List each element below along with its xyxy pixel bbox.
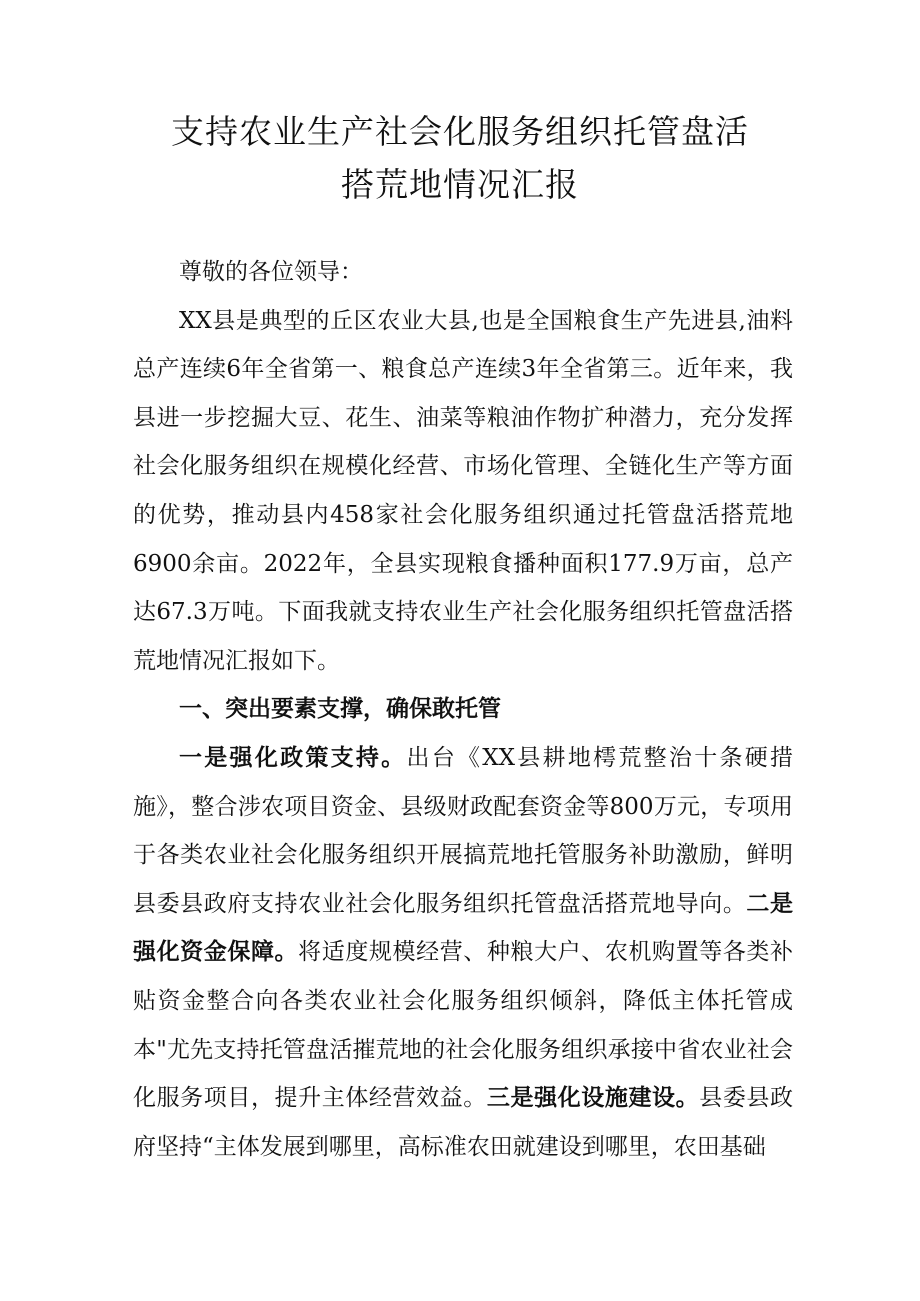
policy-support-text: 出台《XX县耕地樗荒整治十条硬措施》，整合涉农项目资金、县级财政配套资金等800万元，专项用于各类农业社会化服务组织开展搞荒地托管服务补助激励，鲜明县委县政府支持农业社会化服务组织托管盘活搭荒地导向。 — [133, 744, 794, 917]
funding-guarantee-lead: 二是强化资金保障。 — [133, 889, 794, 966]
document-body — [133, 248, 793, 1171]
facility-construction-lead: 三是强化设施建设。 — [486, 1084, 700, 1112]
section1-heading: 一、突出要素支撑，确保敢托管 — [179, 695, 501, 723]
salutation: 尊敬的各位领导： — [179, 259, 363, 285]
funding-guarantee-text: 将适度规模经营、种粮大户、农机购置等各类补贴资金整合向各类农业社会化服务组织倾斜，降低主体托管成本"尤先支持托管盘活摧荒地的社会化服务组织承接中省农业社会化服务项目，提升主体经营效益。 — [133, 939, 794, 1112]
facility-construction-text: 县委县政府坚持“主体发展到哪里，高标准农田就建设到哪里，农田基础 — [133, 1085, 794, 1160]
document-title-line2: 搭荒地情况汇报 — [341, 165, 579, 204]
section1-paragraph — [133, 734, 793, 1171]
document-title-line1: 支持农业生产社会化服务组织托管盘活 — [171, 112, 749, 151]
policy-support-lead: 一是强化政策支持。 — [179, 743, 407, 771]
intro-paragraph: XX县是典型的丘区农业大县,也是全国粮食生产先进县,油料总产连续6年全省第一、粮食总产连续3年全省第三。近年来，我县进一步挖掘大豆、花生、油菜等粮油作物扩种潜力，充分发挥社会化服务组织在规模化经营、市场化管理、全链化生产等方面的优势，推动县内458家社会化服务组织通过托管盘活搭荒地6900余亩。2022年，全县实现粮食播种面积177.9万亩，总产达67.3万吨。下面我就支持农业生产社会化服务组织托管盘活搭荒地情况汇报如下。 — [133, 307, 793, 674]
